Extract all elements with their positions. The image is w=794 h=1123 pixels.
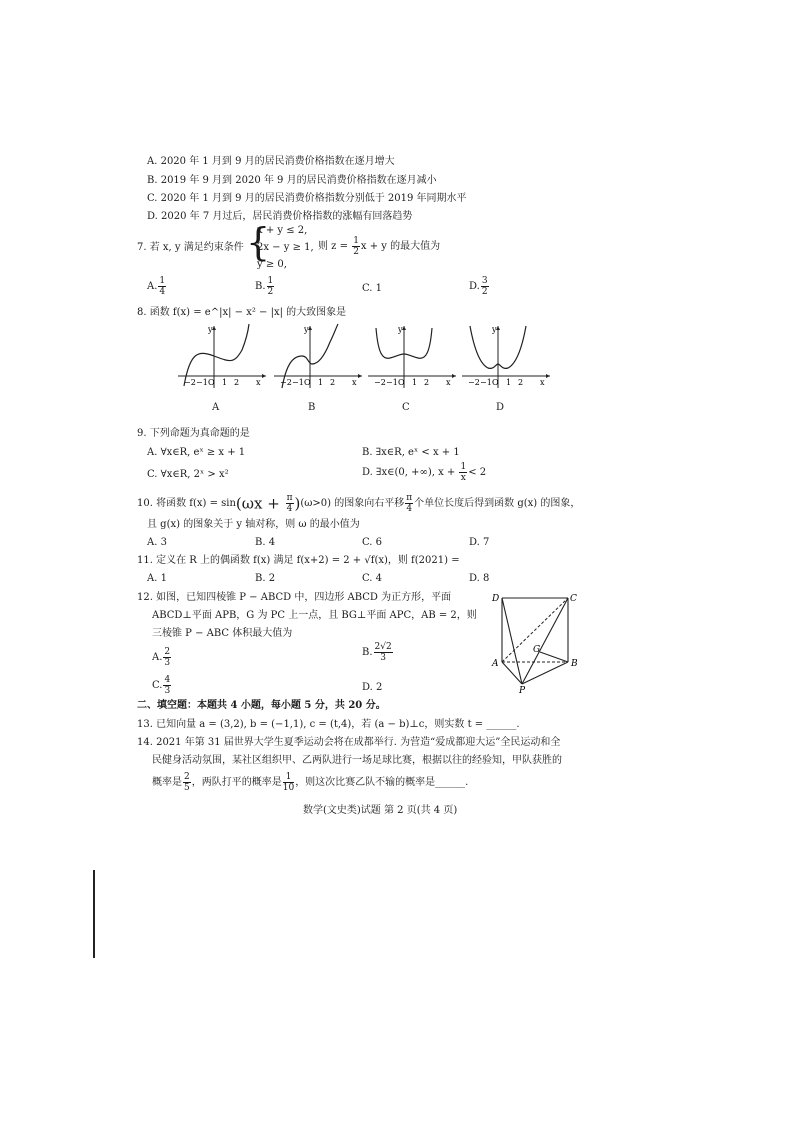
q7-option-b: B. $\frac{1}{2}$ xyxy=(255,276,274,297)
q14-line3: 概率是 $\frac{2}{5}$ ，两队打平的概率是 $\frac{1}{10}$ ，则这次比赛乙队不输的概率是______. xyxy=(152,772,469,793)
system-brace: { xyxy=(246,220,271,264)
q6-option-c: C. 2020 年 1 月到 9 月的居民消费价格指数分别低于 2019 年同期水平 xyxy=(147,193,467,204)
q11-option-d: D. 8 xyxy=(469,573,490,584)
svg-text:−1: −1 xyxy=(292,378,304,387)
q13-text: 13. 已知向量 a = (3,2), b = (−1,1), c = (t,4)，若 (a − b)⊥c，则实数 t = ______. xyxy=(137,719,520,730)
q14-line1: 14. 2021 年第 31 届世界大学生夏季运动会将在成都举行. 为营造“爱成都迎大运”全民运动和全 xyxy=(137,737,561,748)
q11-option-b: B. 2 xyxy=(255,573,276,584)
q7-constraint-1: x + y ≤ 2, xyxy=(257,225,308,236)
svg-text:−2: −2 xyxy=(374,378,386,387)
q12-option-b: B. $\frac{2√2}{3}$ xyxy=(362,642,392,663)
q7-stem-b: 则 z = xyxy=(318,241,352,252)
q9-option-d: D. ∃x∈(0, +∞), x + $\frac{1}{x}$ < 2 xyxy=(362,462,487,483)
svg-text:O: O xyxy=(398,378,405,387)
label-p: P xyxy=(519,686,526,694)
q12-option-c: C. $\frac{4}{3}$ xyxy=(152,675,171,696)
q12-line3: 三棱锥 P − ABC 体积最大值为 xyxy=(152,628,293,639)
svg-text:−2: −2 xyxy=(184,378,196,387)
q6-option-a: A. 2020 年 1 月到 9 月的居民消费价格指数在逐月增大 xyxy=(147,156,395,167)
svg-text:2: 2 xyxy=(234,378,240,387)
graph-d-label: D xyxy=(496,402,505,413)
svg-text:2: 2 xyxy=(424,378,430,387)
q10-option-b: B. 4 xyxy=(255,537,276,548)
q10-line1: 10. 将函数 f(x) = sin(ωx + $\frac{\pi}{4}$ )(ω>0) 的图象向右平移 $\frac{\pi}{4}$ 个单位长度后得到函数 g(x) 的图象， xyxy=(137,493,581,514)
q11-option-c: C. 4 xyxy=(362,573,383,584)
graph-b xyxy=(272,322,364,390)
svg-text:1: 1 xyxy=(412,378,418,387)
q7-option-a: A. $\frac{1}{4}$ xyxy=(147,276,166,297)
graph-b-y-label: y xyxy=(304,325,309,334)
q9-option-b: B. ∃x∈R, eˣ < x + 1 xyxy=(362,447,460,458)
q9-stem: 9. 下列命题为真命题的是 xyxy=(137,428,250,439)
svg-text:−2: −2 xyxy=(280,378,292,387)
q9-option-c: C. ∀x∈R, 2ˣ > x² xyxy=(147,469,229,480)
graph-c-label: C xyxy=(402,402,410,413)
pyramid-figure xyxy=(488,590,584,694)
label-a: A xyxy=(492,659,499,669)
q10-line2: 且 g(x) 的图象关于 y 轴对称，则 ω 的最小值为 xyxy=(147,519,360,530)
label-b: B xyxy=(571,659,578,669)
q7-stem-c: x + y 的最大值为 xyxy=(360,241,441,252)
graph-d-x-label: x xyxy=(540,378,545,387)
label-d: D xyxy=(492,594,500,604)
q12-line1: 12. 如图，已知四棱锥 P − ABCD 中，四边形 ABCD 为正方形，平面 xyxy=(137,592,452,603)
q12-option-a: A. $\frac{2}{3}$ xyxy=(152,647,171,668)
svg-text:−1: −1 xyxy=(480,378,492,387)
svg-text:1: 1 xyxy=(318,378,324,387)
graph-a-label: A xyxy=(212,402,220,413)
q10-option-a: A. 3 xyxy=(147,537,167,548)
q7-option-c: C. 1 xyxy=(362,283,383,294)
graph-d xyxy=(460,322,552,390)
graph-c-y-label: y xyxy=(398,325,403,334)
graph-a-y-label: y xyxy=(208,325,213,334)
section-2-title: 二、填空题：本题共 4 小题，每小题 5 分，共 20 分。 xyxy=(137,700,386,711)
svg-text:1: 1 xyxy=(222,378,228,387)
graph-c-x-label: x xyxy=(446,378,451,387)
svg-text:O: O xyxy=(492,378,499,387)
svg-text:−1: −1 xyxy=(386,378,398,387)
q12-option-d: D. 2 xyxy=(362,682,383,693)
label-c: C xyxy=(570,594,577,604)
q10-option-d: D. 7 xyxy=(469,537,490,548)
q7-constraint-3: y ≥ 0, xyxy=(257,259,287,270)
q8-stem: 8. 函数 f(x) = e^|x| − x² − |x| 的大致图象是 xyxy=(137,307,347,318)
svg-text:2: 2 xyxy=(518,378,524,387)
q11-option-a: A. 1 xyxy=(147,573,167,584)
graph-d-y-label: y xyxy=(492,325,497,334)
q7-constraint-2: 2x − y ≥ 1, xyxy=(257,242,314,253)
q7-fraction: $\frac{1}{2}$ xyxy=(353,236,359,257)
q12-line2: ABCD⊥平面 APB，G 为 PC 上一点，且 BG⊥平面 APC，AB = 2，则 xyxy=(152,610,477,621)
q14-line2: 民健身活动氛围，某社区组织甲、乙两队进行一场足球比赛，根据以往的经验知，甲队获胜的 xyxy=(152,755,562,766)
q7-objective xyxy=(318,236,440,257)
q7-option-d: D. $\frac{3}{2}$ xyxy=(469,276,488,297)
svg-text:−2: −2 xyxy=(468,378,480,387)
svg-text:−1: −1 xyxy=(196,378,208,387)
graph-a-x-label: x xyxy=(256,378,261,387)
svg-text:O: O xyxy=(304,378,311,387)
label-g: G xyxy=(533,645,541,655)
q6-option-b: B. 2019 年 9 月到 2020 年 9 月的居民消费价格指数在逐月减小 xyxy=(147,175,437,186)
q6-option-d: D. 2020 年 7 月过后，居民消费价格指数的涨幅有回落趋势 xyxy=(147,211,413,222)
q10-option-c: C. 6 xyxy=(362,537,383,548)
graph-c xyxy=(366,322,458,390)
svg-text:2: 2 xyxy=(330,378,336,387)
svg-text:O: O xyxy=(208,378,215,387)
page-footer: 数学(文史类)试题 第 2 页(共 4 页) xyxy=(303,805,458,816)
scan-edge-line xyxy=(93,870,95,958)
q7-stem-a: 7. 若 x, y 满足约束条件 xyxy=(137,242,244,253)
graph-b-x-label: x xyxy=(352,378,357,387)
graph-b-label: B xyxy=(308,402,316,413)
graph-a xyxy=(176,322,268,390)
q11-stem: 11. 定义在 R 上的偶函数 f(x) 满足 f(x+2) = 2 + √f(x)，则 f(2021) = xyxy=(137,555,460,566)
q9-option-a: A. ∀x∈R, eˣ ≥ x + 1 xyxy=(147,447,246,458)
svg-text:1: 1 xyxy=(506,378,512,387)
